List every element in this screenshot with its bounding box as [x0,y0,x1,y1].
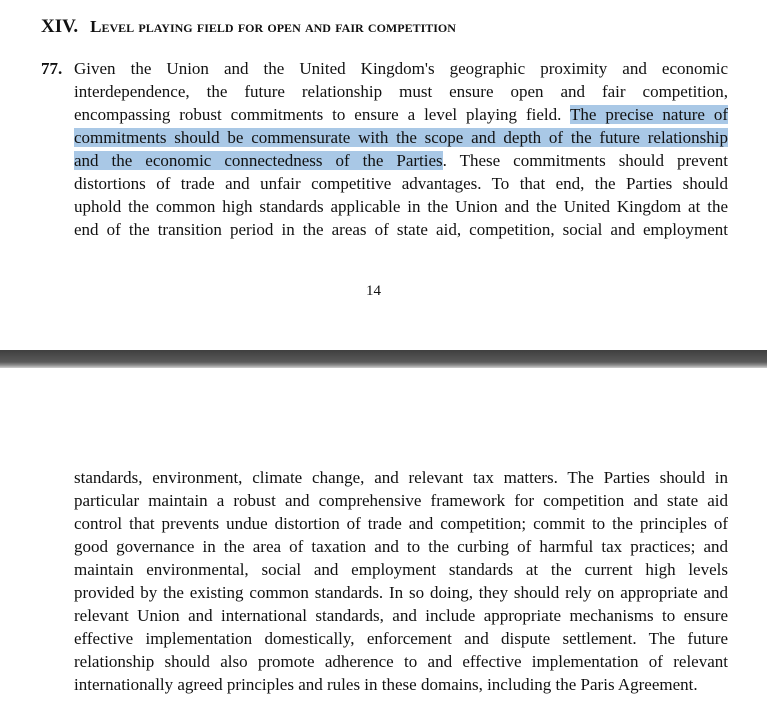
selected-text[interactable]: commitments should be commensurate with the scope and depth of the future relationship [74,128,728,147]
page-separator [0,350,767,368]
section-title: Level playing field for open and fair competition [90,17,456,36]
text-line[interactable]: uphold the common high standards applicable in the Union and the United Kingdom at the [74,197,728,216]
selected-text[interactable]: and the economic [74,151,225,170]
text-line[interactable]: internationally agreed principles and rules in these domains, including the Paris Agreement. [74,675,698,694]
text-line-selected[interactable] [74,126,728,149]
text-line[interactable]: maintain environmental, social and employment standards at the current high levels [74,560,728,579]
document-page-15 [0,368,767,719]
text-line[interactable]: relationship should also promote adherence to and effective implementation of relevant [74,652,728,671]
text-line[interactable]: provided by the existing common standards. In so doing, they should rely on appropriate and [74,583,728,602]
text-line[interactable]: good governance in the area of taxation and to the curbing of harmful tax practices; and [74,537,728,556]
text-segment: . These commitments should prevent [442,151,728,170]
text-line[interactable]: control that prevents undue distortion of trade and competition; commit to the principles of [74,514,728,533]
section-number: XIV. [41,16,79,37]
text-line[interactable]: Given the Union and the United Kingdom's geographic proximity and economic [74,59,728,78]
text-line[interactable] [74,149,728,172]
text-line[interactable]: particular maintain a robust and comprehensive framework for competition and state aid [74,491,728,510]
section-heading [41,16,456,38]
text-line[interactable]: effective implementation domestically, enforcement and dispute settlement. The future [74,629,728,648]
text-line[interactable]: end of the transition period in the areas of state aid, competition, social and employment [74,220,728,239]
selected-text[interactable]: The precise nature of [570,105,728,124]
page-number: 14 [366,283,381,299]
paragraph-number: 77. [41,59,63,78]
text-line[interactable]: standards, environment, climate change, and relevant tax matters. The Parties should in [74,468,728,487]
text-line[interactable]: interdependence, the future relationship must ensure open and fair competition, [74,82,728,101]
text-line[interactable]: relevant Union and international standards, and include appropriate mechanisms to ensure [74,606,728,625]
text-line[interactable] [74,103,728,126]
text-line[interactable]: distortions of trade and unfair competitive advantages. To that end, the Parties should [74,174,728,193]
text-segment: encompassing robust commitments to ensure a level playing field. [74,105,570,124]
document-page-14 [0,0,767,350]
selected-text[interactable]: connectedness of the Parties [224,151,443,170]
